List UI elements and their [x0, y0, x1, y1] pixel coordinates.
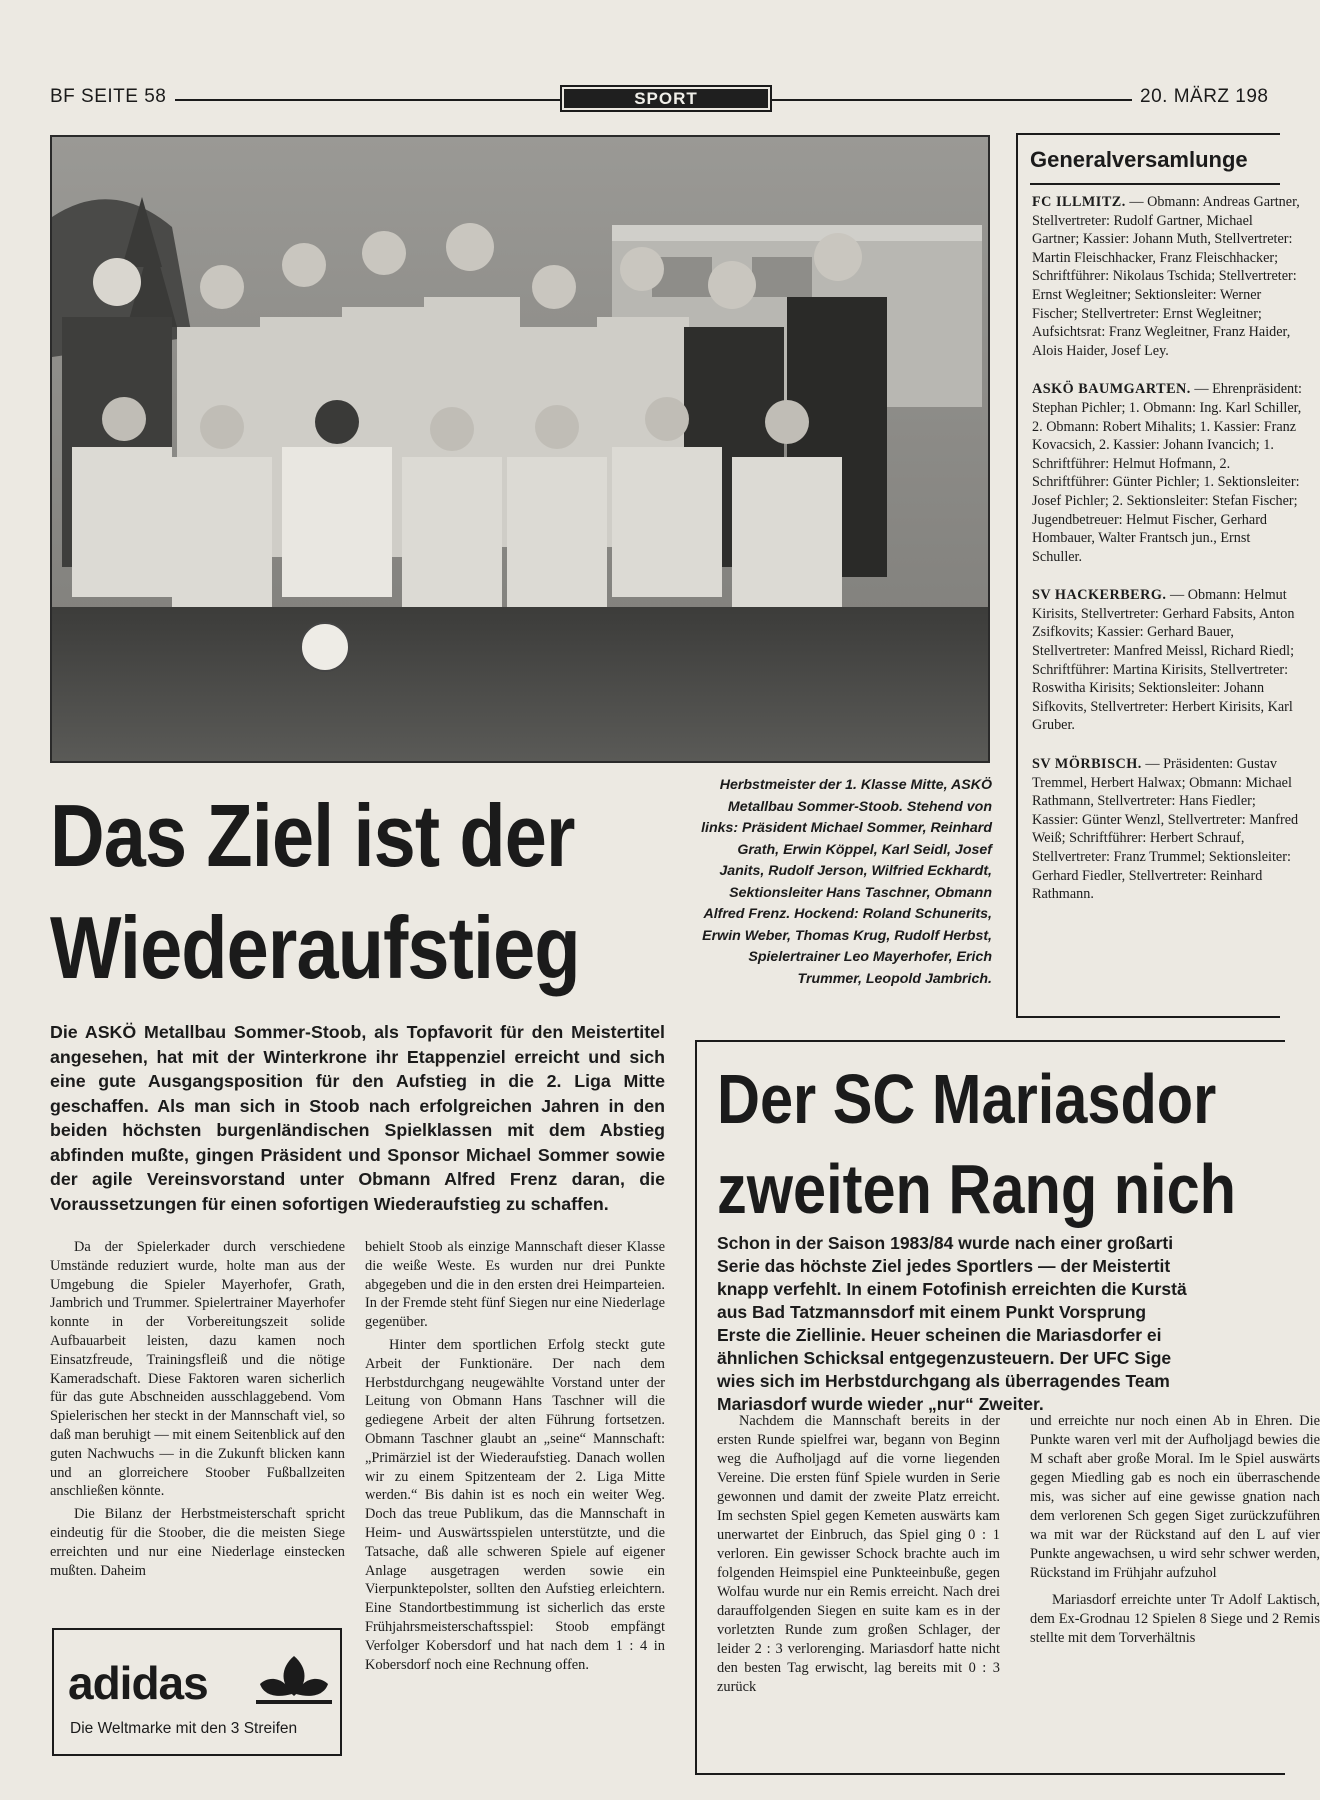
- lead-line: aus Bad Tatzmannsdorf mit einem Punkt Vorsprung: [717, 1302, 1147, 1322]
- team-photo: [50, 135, 990, 763]
- meeting-entry: [1032, 586, 1302, 735]
- section-badge: [560, 85, 772, 112]
- team-photo-image: [52, 137, 988, 761]
- meetings-rule: [1030, 183, 1280, 185]
- meeting-text: — Obmann: Andreas Gartner, Stellvertreter: Rudolf Gartner, Michael Gartner; Kassier: Johann Muth, Stellvertreter: Martin Fleischhacker, Franz Fleischhacker; Schriftführer: Nikolaus Tschida; Stellvertreter: Ernst Wegleitner; Sektionsleiter: Werner Fischer; Stellvertreter: Ernst Wegleitner; Aufsichtsrat: Franz Wegleitner, Franz Haider, Alois Haider, Josef Ley.: [1032, 194, 1300, 359]
- club-name: SV MÖRBISCH.: [1032, 756, 1142, 773]
- headline-line-2: Wiederaufstieg: [50, 898, 580, 997]
- headline-line-1: Das Ziel ist der: [50, 786, 575, 885]
- header-rule-right: [772, 99, 1132, 101]
- paragraph: und erreichte nur noch einen Ab in Ehren. Die Punkte waren verl mit der Aufholjagd bewies die M schaft aber große Moral. Im le Spiel auswärts gegen Miedling gab es noch ein überraschende mis, was sicher auf eine gewisse gnation nach dem verlorenen Sch gegen Siget zurückzuführen wa mit war der Rückstand auf den L auf vier Punkte angewachsen, u wird sehr schwer werden, Rückstand im Frühjahr aufzuhol: [1030, 1413, 1320, 1581]
- meetings-list: [1032, 193, 1302, 924]
- trefoil-logo-icon: [254, 1650, 334, 1706]
- article-column-1: [50, 1238, 345, 1584]
- lead-line: ähnlichen Schicksal entgegenzusteuern. Der UFC Sige: [717, 1348, 1172, 1368]
- ad-tagline: Die Weltmarke mit den 3 Streifen: [70, 1720, 298, 1737]
- club-name: SV HACKERBERG.: [1032, 587, 1167, 604]
- photo-caption: Herbstmeister der 1. Klasse Mitte, ASKÖ Metallbau Sommer-Stoob. Stehend von links: Präsident Michael Sommer, Reinhard Grath, Erwin Köppel, Karl Seidl, Josef Janits, Rudolf Jerson, Wilfried Eckhardt, Sektionsleiter Hans Taschner, Obmann Alfred Frenz. Hockend: Roland Schunerits, Erwin Weber, Thomas Krug, Rudolf Herbst, Spielertrainer Leo Mayerhofer, Erich Trummer, Leopold Jambrich.: [701, 777, 992, 987]
- paragraph: behielt Stoob als einzige Mannschaft dieser Klasse die weiße Weste. Es wurden nur drei Punkte abgegeben und die in den ersten drei Heimparteien. In der Fremde steht fünf Siegen nur eine Niederlage gegenüber.: [365, 1239, 665, 1331]
- lead-line: Mariasdorf wurde wieder „nur“ Zweiter.: [717, 1394, 1044, 1414]
- paragraph: Mariasdorf erreichte unter Tr Adolf Laktisch, dem Ex-Grodnau 12 Spielen 8 Siege und 2 Remis stellte mit dem Torverhältnis: [1030, 1592, 1320, 1646]
- headline-line-2: zweiten Rang nich: [717, 1150, 1237, 1228]
- lead-line: Erste die Ziellinie. Heuer scheinen die Mariasdorfer ei: [717, 1325, 1162, 1345]
- lead-line: Schon in der Saison 1983/84 wurde nach einer großarti: [717, 1233, 1174, 1253]
- article-column-2: [365, 1238, 665, 1678]
- club-name: FC ILLMITZ.: [1032, 194, 1126, 210]
- article-2-column-1: [717, 1412, 1000, 1705]
- article-2-lead: [717, 1232, 1317, 1416]
- paragraph: Die Bilanz der Herbstmeisterschaft spricht eindeutig für die Stoober, die die meisten Siege erreichten und nur eine Niederlage einstecken mußten. Daheim: [50, 1506, 345, 1579]
- meeting-text: — Ehrenpräsident: Stephan Pichler; 1. Obmann: Ing. Karl Schiller, 2. Obmann: Robert Mihalits; 1. Kassier: Franz Kovacsich, 2. Kassier: Johann Ivancich; 1. Schriftführer: Helmut Hofmann, 2. Schriftführer: Günter Pichler; 1. Sektionsleiter: Josef Pichler; 2. Sektionsleiter: Stefan Fischer; Jugendbetreuer: Helmut Fischer, Gerhard Hombauer, Walter Frantsch jun., Ernst Schuller.: [1032, 381, 1302, 565]
- meeting-entry: [1032, 380, 1302, 566]
- lead-line: knapp verfehlt. In einem Fotofinish erreichten die Kurstä: [717, 1279, 1187, 1299]
- paragraph: Da der Spielerkader durch verschiedene Umstände reduziert wurde, holte man aus der Umgebung die Spieler Mayerhofer, Grath, Jambrich und Trummer. Spielertrainer Mayerhofer konnte in der Vorbereitungszeit solide Aufbauarbeit leisten, dazu kamen noch Einsatzfreude, Trainingsfleiß und die nötige Kameradschaft. Diese Faktoren waren sicherlich für das gute Abschneiden ausschlaggebend. Vom Spielerischen her steckt in der Mannschaft viel, so daß man beruhigt — mit einem Seitenblick auf den guten Nachwuchs — in die Zukunft blicken kann und an glorreichere Stoober Fußballzeiten anschließen könnte.: [50, 1239, 345, 1500]
- issue-date: 20. MÄRZ 198: [1140, 86, 1269, 107]
- article-2-column-2: [1030, 1412, 1320, 1656]
- adidas-advert: [52, 1628, 342, 1756]
- meeting-text: — Präsidenten: Gustav Tremmel, Herbert Halwax; Obmann: Michael Rathmann, Stellvertreter: Hans Fiedler; Kassier: Günter Wenzl, Stellvertreter: Manfred Weiß; Schriftführer: Herbert Schrauf, Stellvertreter: Franz Trummel; Sektionsleiter: Gerhard Fiedler, Stellvertreter: Reinhard Rathmann.: [1032, 756, 1299, 903]
- club-name: ASKÖ BAUMGARTEN.: [1032, 381, 1191, 398]
- meeting-entry: [1032, 755, 1302, 904]
- meetings-box: [1016, 133, 1302, 1018]
- article-lead: Die ASKÖ Metallbau Sommer-Stoob, als Topfavorit für den Meistertitel angesehen, hat mit der Winterkrone ihr Etappenziel erreicht und sich eine gute Ausgangsposition für den Aufstieg in die 2. Liga Mitte geschaffen. Als man sich in Stoob nach erfolgreichen Jahren in den beiden höchsten burgenländischen Spielklassen mit dem Abstieg abfinden mußte, gingen Präsident und Sponsor Michael Sommer sowie der agile Vereinsvorstand unter Obmann Alfred Frenz daran, die Voraussetzungen für einen sofortigen Wiederaufstieg zu schaffen.: [50, 1022, 665, 1214]
- lead-line: wies sich im Herbstdurchgang als überragendes Team: [717, 1371, 1170, 1391]
- article-2-box: [695, 1040, 1320, 1775]
- page-number: BF SEITE 58: [50, 86, 167, 107]
- meetings-title: Generalversamlunge: [1030, 147, 1248, 172]
- paragraph: Hinter dem sportlichen Erfolg steckt gute Arbeit der Funktionäre. Der nach dem Herbstdurchgang neugewählte Vorstand unter der Leitung von Obmann Hans Taschner will die gediegene Arbeit der alten Führung fortsetzen. Obmann Taschner glaubt an „seine“ Mannschaft: „Primärziel ist der Wiederaufstieg. Danach wollen wir zu einem Spitzenteam der 2. Liga Mitte werden.“ Bis dahin ist es noch ein weiter Weg. Doch das treue Publikum, das die Mannschaft in Heim- und Auswärtsspielen unterstützte, und die Tatsache, daß alle schweren Spiele auf eigener Anlage ausgetragen werden sowie ein Vierpunktepolster, sollten den Aufstieg erleichtern. Eine Standortbestimmung ist sicherlich das erste Frühjahrsmeisterschaftsspiel: Stoob empfängt Verfolger Kobersdorf und hat nach dem 1 : 4 in Kobersdorf noch eine Rechnung offen.: [365, 1336, 665, 1673]
- ad-brand: adidas: [68, 1657, 208, 1709]
- section-label: SPORT: [564, 89, 768, 108]
- lead-line: Serie das höchste Ziel jedes Sportlers — der Meistertit: [717, 1256, 1171, 1276]
- headline-line-1: Der SC Mariasdor: [717, 1060, 1217, 1138]
- header-rule-left: [175, 99, 560, 101]
- article-headline: [50, 780, 592, 1004]
- paragraph: Nachdem die Mannschaft bereits in der ersten Runde spielfrei war, begann von Beginn weg die Aufholjagd auf die vorne liegenden Vereine. Die ersten fünf Spiele wurden in Serie gewonnen und damit der zweite Platz erreicht. Im sechsten Spiel gegen Kemeten auswärts kam unerwartet der Einbruch, das Spiel ging 0 : 1 verloren. Ein gewisser Schock brachte auch im folgenden Heimspiel eine Punkteeinbuße, gegen Wolfau wurde nur ein Remis erreicht. Nach drei darauffolgenden Siegen en suite kam es in der vorletzten Runde zum großen Schlager, der leider 2 : 3 verlorenging. Mariasdorf hatte nicht den besten Tag erwischt, lag bereits mit 0 : 3 zurück: [717, 1413, 1000, 1695]
- meeting-entry: [1032, 193, 1302, 360]
- article-2-headline: [717, 1054, 1236, 1234]
- meeting-text: — Obmann: Helmut Kirisits, Stellvertreter: Gerhard Fabsits, Anton Zsifkovits; Kassier: Gerhard Bauer, Stellvertreter: Manfred Meissl, Richard Riedl; Schriftführer: Martina Kirisits, Stellvertreter: Roswitha Kirisits; Sektionsleiter: Johann Sifkovits, Stellvertreter: Herbert Kirisits, Karl Gruber.: [1032, 587, 1295, 734]
